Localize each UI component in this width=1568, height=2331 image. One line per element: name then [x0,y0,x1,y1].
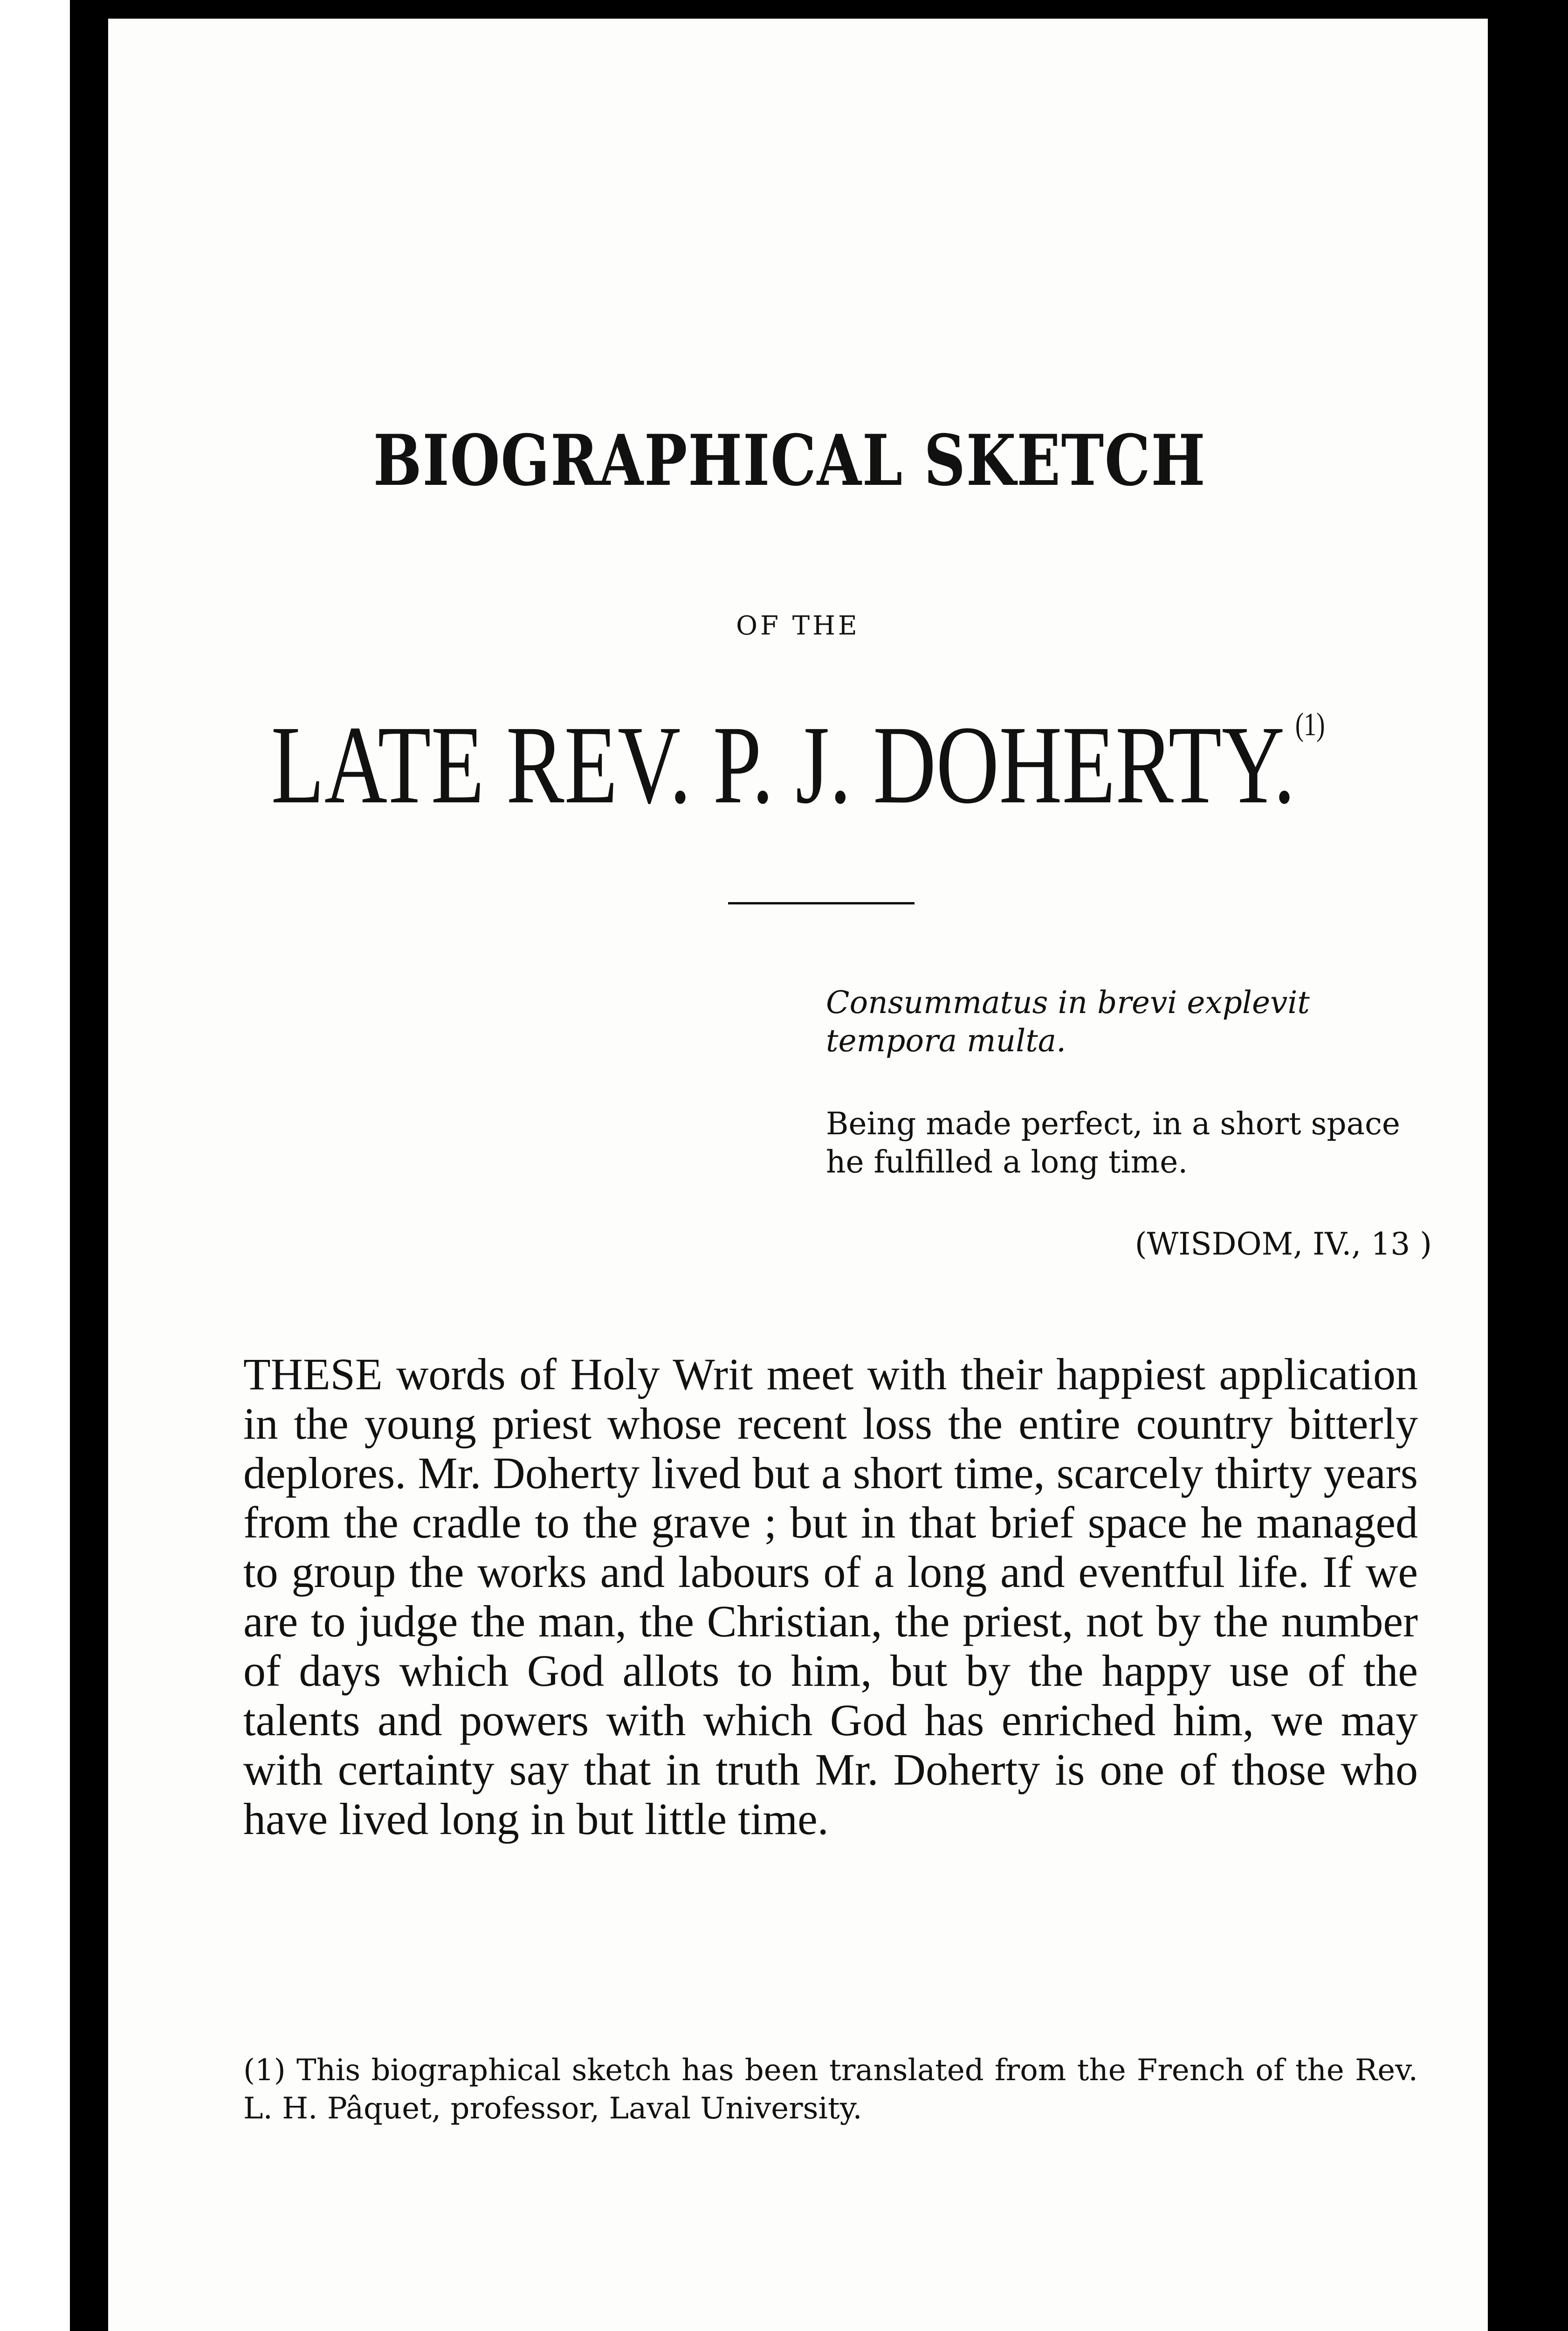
body-paragraph: THESE words of Holy Writ meet with their happiest application in the young priest whose recent loss the entire country bitterly deplores. Mr. Doherty lived but a short time, scarcely thirty years from the cradle to the grave ; but in that brief space he managed to group the works and labours of a long and eventful life. If we are to judge the man, the Christian, the priest, not by the number of days which God allots to him, but by the happy use of the talents and powers with which God has enriched him, we may with certainty say that in truth Mr. Doherty is one of those who have lived long in but little time. [243,1349,1418,1844]
page-margin [0,0,70,2331]
footnote: (1) This biographical sketch has been translated from the French of the Rev. L. H. Pâquet, professor, Laval University. [243,2053,1418,2126]
epigraph-latin: Consummatus in brevi explevit tempora multa. [826,985,1310,1059]
document-page [108,19,1488,2331]
footnote-marker: (1) [1295,707,1325,743]
document-title: BIOGRAPHICAL SKETCH [373,420,1206,502]
subject-name [260,703,1336,827]
title-connector: OF THE [736,611,860,641]
epigraph-english: Being made perfect, in a short space he fulfilled a long time. [826,1106,1400,1180]
subject-name-text: LATE REV. P. J. DOHERTY. [271,703,1295,827]
title-divider [728,902,915,904]
epigraph-reference: (WISDOM, IV., 13 ) [1135,1226,1432,1262]
